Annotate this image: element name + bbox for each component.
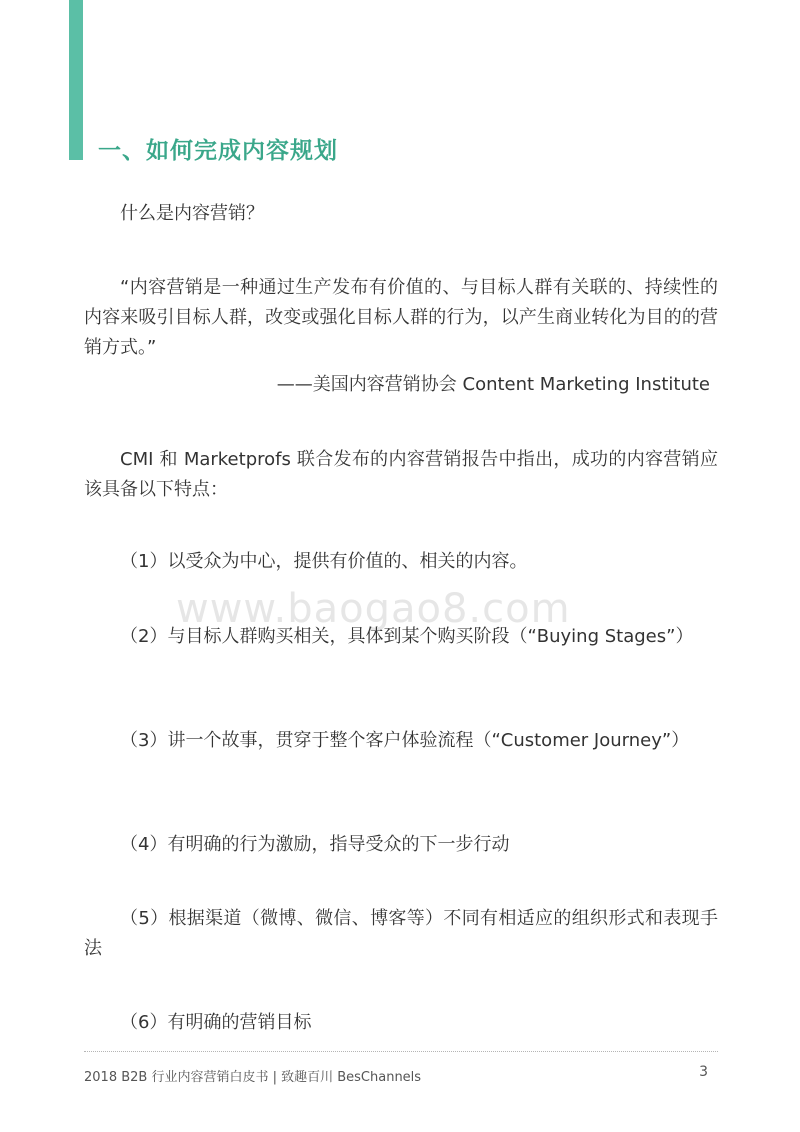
- footer-text: 2018 B2B 行业内容营销白皮书 | 致趣百川 BesChannels: [84, 1070, 422, 1085]
- point-item: （6）有明确的营销目标: [120, 1012, 312, 1033]
- quote-paragraph: “内容营销是一种通过生产发布有价值的、与目标人群有关联的、持续性的内容来吸引目标人群，改变或强化目标人群的行为，以产生商业转化为目的的营销方式。”: [84, 277, 718, 358]
- point-item: （4）有明确的行为激励，指导受众的下一步行动: [120, 834, 510, 855]
- point-item: （2）与目标人群购买相关，具体到某个购买阶段（“Buying Stages”）: [120, 626, 694, 647]
- accent-side-bar: [69, 0, 83, 160]
- watermark: www.baogao8.com: [176, 586, 571, 632]
- page-number: 3: [699, 1064, 708, 1080]
- question-paragraph: 什么是内容营销？: [120, 203, 264, 224]
- section-heading: 一、如何完成内容规划: [98, 138, 338, 164]
- point-item: （3）讲一个故事，贯穿于整个客户体验流程（“Customer Journey”）: [120, 730, 690, 751]
- footer-divider: [84, 1051, 718, 1052]
- quote-attribution: ——美国内容营销协会 Content Marketing Institute: [276, 374, 710, 395]
- intro-paragraph: CMI 和 Marketprofs 联合发布的内容营销报告中指出，成功的内容营销应该具备以下特点：: [84, 449, 718, 500]
- point-item: （1）以受众为中心，提供有价值的、相关的内容。: [120, 551, 528, 572]
- point-item: （5）根据渠道（微博、微信、博客等）不同有相适应的组织形式和表现手法: [84, 908, 718, 959]
